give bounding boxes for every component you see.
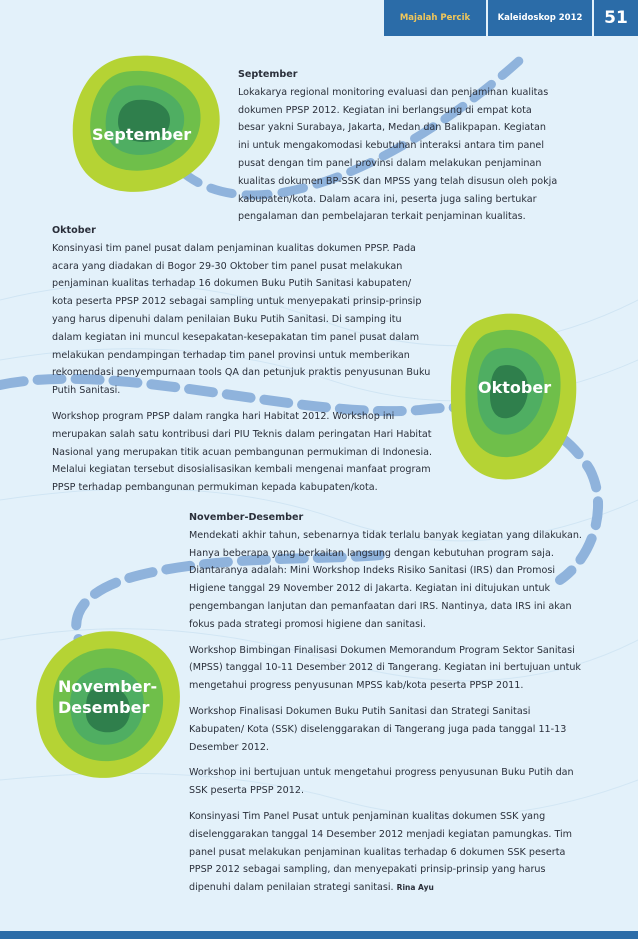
island-label-novdes-line1: November- [58, 677, 158, 696]
novdes-paragraph-3: Workshop Finalisasi Dokumen Buku Putih Sanitasi dan Strategi Sanitasi Kabupaten/ Kota (SSK) diselenggarakan di Tangerang juga pada tanggal 11-13 Desember 2012. [189, 705, 567, 753]
footer-bar [0, 931, 638, 939]
author-name: Rina Ayu [396, 883, 434, 893]
page-number: 51 [594, 0, 638, 36]
novdes-title: November-Desember [189, 512, 304, 523]
novdes-paragraph-1: Mendekati akhir tahun, sebenarnya tidak terlalu banyak kegiatan yang dilakukan. Hanya beberapa yang berkaitan langsung dengan kebutuhan program saja. Diantaranya adalah: Mini Workshop Indeks Risiko Sanitasi (IRS) dan Promosi Higiene tanggal 29 November 2012 di Jakarta. Kegiatan ini ditujukan untuk pengembangan lanjutan dan pemanfaatan dari IRS. Nantinya, data IRS ini akan fokus pada strategi promosi higiene dan sanitasi. [189, 529, 582, 630]
novdes-paragraph-5 [189, 808, 585, 897]
island-label-oktober: Oktober [478, 378, 552, 397]
section-name: Kaleidoskop 2012 [488, 0, 592, 36]
island-label-novdes [58, 676, 157, 718]
september-body: Lokakarya regional monitoring evaluasi dan penjaminan kualitas dokumen PPSP 2012. Kegiatan ini berlangsung di empat kota besar yakni Surabaya, Jakarta, Medan dan Balikpapan. Kegiatan ini untuk mengakomodasi kebutuhan interaksi antara tim panel pusat dengan tim panel provinsi dalam melakukan penjaminan kualitas dokumen BP-SSK dan MPSS yang telah disusun oleh pokja kabupaten/kota. Dalam acara ini, peserta juga saling bertukar pengalaman dan pembelajaran terkait penjaminan kualitas. [238, 86, 558, 223]
oktober-paragraph-1: Konsinyasi tim panel pusat dalam penjaminan kualitas dokumen PPSP. Pada acara yang diadakan di Bogor 29-30 Oktober tim panel pusat melakukan penjaminan kualitas terhadap 16 dokumen Buku Putih Sanitasi kabupaten/ kota peserta PPSP 2012 sebagai sampling untuk menyepakati prinsip-prinsip yang harus dipenuhi dalam penilaian Buku Putih Sanitasi. Di samping itu dalam kegiatan ini muncul kesepakatan-kesepakatan tim panel pusat dalam melakukan pendampingan terhadap tim panel provinsi untuk memberikan rekomendasi penyempurnaan tools QA dan petunjuk praktis penyusunan Buku Putih Sanitasi. [52, 242, 431, 397]
header-tabs [384, 0, 638, 36]
novdes-section [189, 509, 585, 897]
island-label-september: September [92, 125, 192, 144]
oktober-title: Oktober [52, 225, 96, 236]
novdes-paragraph-4: Workshop ini bertujuan untuk mengetahui progress penyusunan Buku Putih dan SSK peserta PPSP 2012. [189, 767, 574, 797]
september-title: September [238, 69, 298, 80]
magazine-name: Majalah Percik [384, 0, 486, 36]
september-section [238, 66, 560, 226]
oktober-paragraph-2: Workshop program PPSP dalam rangka hari Habitat 2012. Workshop ini merupakan salah satu kontribusi dari PIU Teknis dalam peringatan Hari Habitat Nasional yang merupakan titik acuan pembangunan permukiman di Indonesia. Melalui kegiatan tersebut disosialisasikan kembali mengenai manfaat program PPSP terhadap pembangunan permukiman kepada kabupaten/kota. [52, 410, 433, 494]
oktober-section [52, 222, 434, 497]
island-label-novdes-line2: Desember [58, 698, 150, 717]
novdes-paragraph-2: Workshop Bimbingan Finalisasi Dokumen Memorandum Program Sektor Sanitasi (MPSS) tanggal 10-11 Desember 2012 di Tangerang. Kegiatan ini bertujuan untuk mengetahui progress penyusunan MPSS kab/kota peserta PPSP 2011. [189, 644, 581, 692]
novdes-paragraph-5-text: Konsinyasi Tim Panel Pusat untuk penjaminan kualitas dokumen SSK yang diselenggarakan tanggal 14 Desember 2012 menjadi kegiatan pamungkas. Tim panel pusat melakukan penjaminan kualitas terhadap 6 dokumen SSK peserta PPSP 2012 sebagai sampling, dan menyepakati prinsip-prinsip yang harus dipenuhi dalam penilaian strategi sanitasi. [189, 810, 573, 894]
